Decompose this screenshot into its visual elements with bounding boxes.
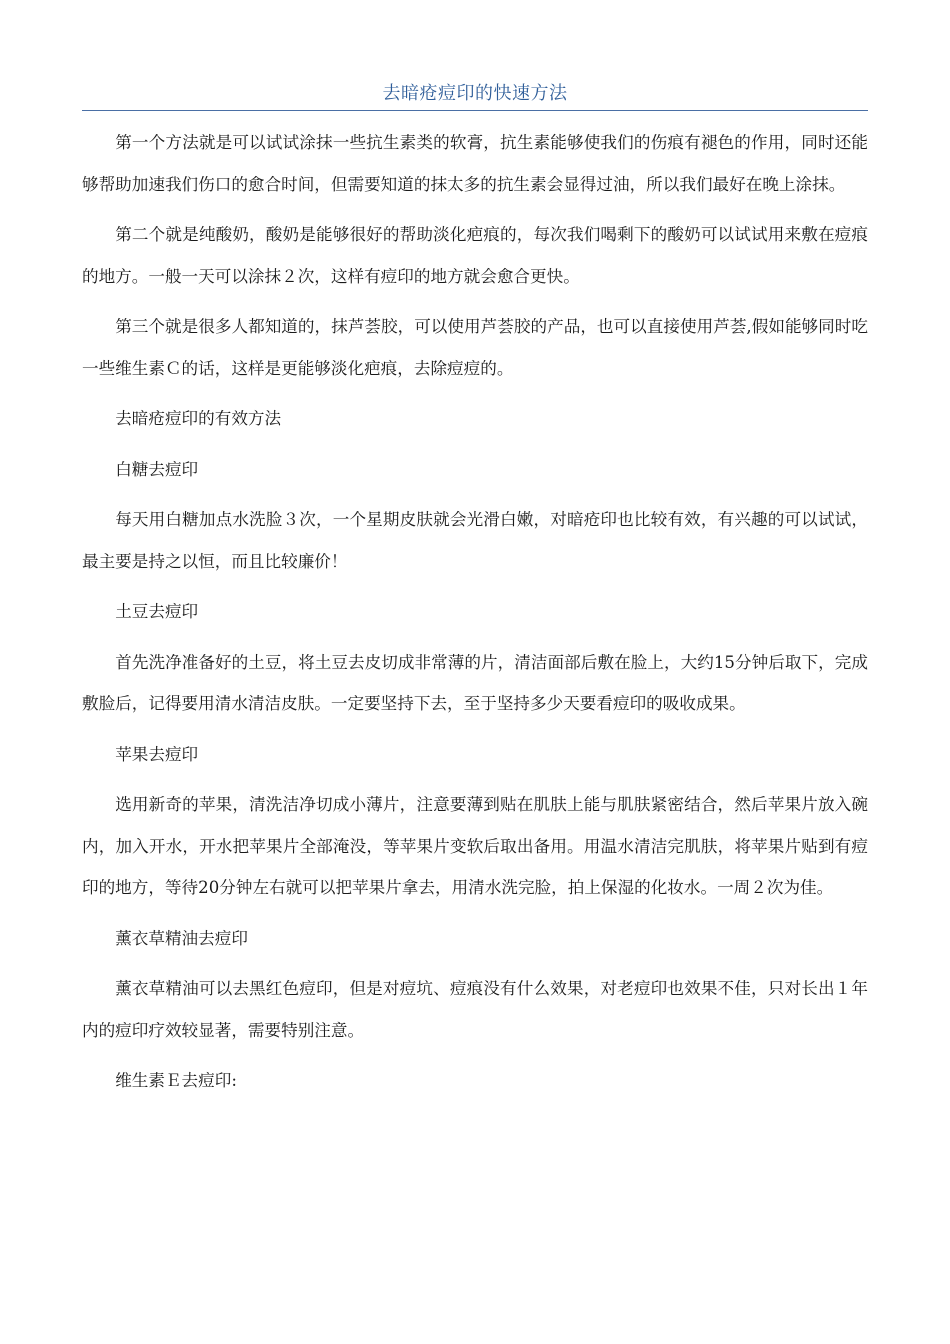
page-title: 去暗疮痘印的快速方法 — [382, 83, 568, 104]
paragraph-potato: 首先洗净准备好的土豆，将土豆去皮切成非常薄的片，清洁面部后敷在脸上，大约15分钟后取下，完成敷脸后，记得要用清水清洁皮肤。一定要坚持下去，至于坚持多少天要看痘印的吸收成果。 — [82, 652, 868, 713]
section-heading-apple: 苹果去痘印 — [115, 744, 199, 764]
paragraph-lavender: 薰衣草精油可以去黑红色痘印，但是对痘坑、痘痕没有什么效果，对老痘印也效果不佳，只对长出１年内的痘印疗效较显著，需要特别注意。 — [82, 979, 868, 1040]
section-heading-potato: 土豆去痘印 — [115, 602, 199, 621]
section-heading-effective-methods: 去暗疮痘印的有效方法 — [115, 409, 282, 428]
paragraph-apple: 选用新奇的苹果，清洗洁净切成小薄片，注意要薄到贴在肌肤上能与肌肤紧密结合，然后苹果片放入碗内，加入开水，开水把苹果片全部淹没，等苹果片变软后取出备用。用温水清洁完肌肤，将苹果片贴到有痘印的地方，等待20分钟左右就可以把苹果片拿去，用清水洗完脸，拍上保湿的化妆水。一周２次为佳。 — [82, 795, 868, 897]
paragraph-yogurt: 第二个就是纯酸奶，酸奶是能够很好的帮助淡化疤痕的，每次我们喝剩下的酸奶可以试试用来敷在痘痕的地方。一般一天可以涂抹２次，这样有痘印的地方就会愈合更快。 — [82, 225, 868, 286]
paragraph-antibiotic: 第一个方法就是可以试试涂抹一些抗生素类的软膏，抗生素能够使我们的伤痕有褪色的作用，同时还能够帮助加速我们伤口的愈合时间，但需要知道的抹太多的抗生素会显得过油，所以我们最好在晚上涂抹。 — [82, 133, 868, 194]
section-heading-vitamin-e: 维生素Ｅ去痘印: — [115, 1071, 237, 1090]
page-header — [82, 78, 868, 111]
paragraph-aloe: 第三个就是很多人都知道的，抹芦荟胶，可以使用芦荟胶的产品，也可以直接使用芦荟,假如能够同时吃一些维生素Ｃ的话，这样是更能够淡化疤痕，去除痘痘的。 — [82, 317, 868, 378]
section-heading-sugar: 白糖去痘印 — [115, 459, 199, 479]
document-body — [82, 122, 868, 1111]
section-heading-lavender: 薰衣草精油去痘印 — [115, 928, 248, 948]
paragraph-sugar: 每天用白糖加点水洗脸３次，一个星期皮肤就会光滑白嫩，对暗疮印也比较有效，有兴趣的可以试试，最主要是持之以恒，而且比较廉价！ — [82, 510, 868, 571]
